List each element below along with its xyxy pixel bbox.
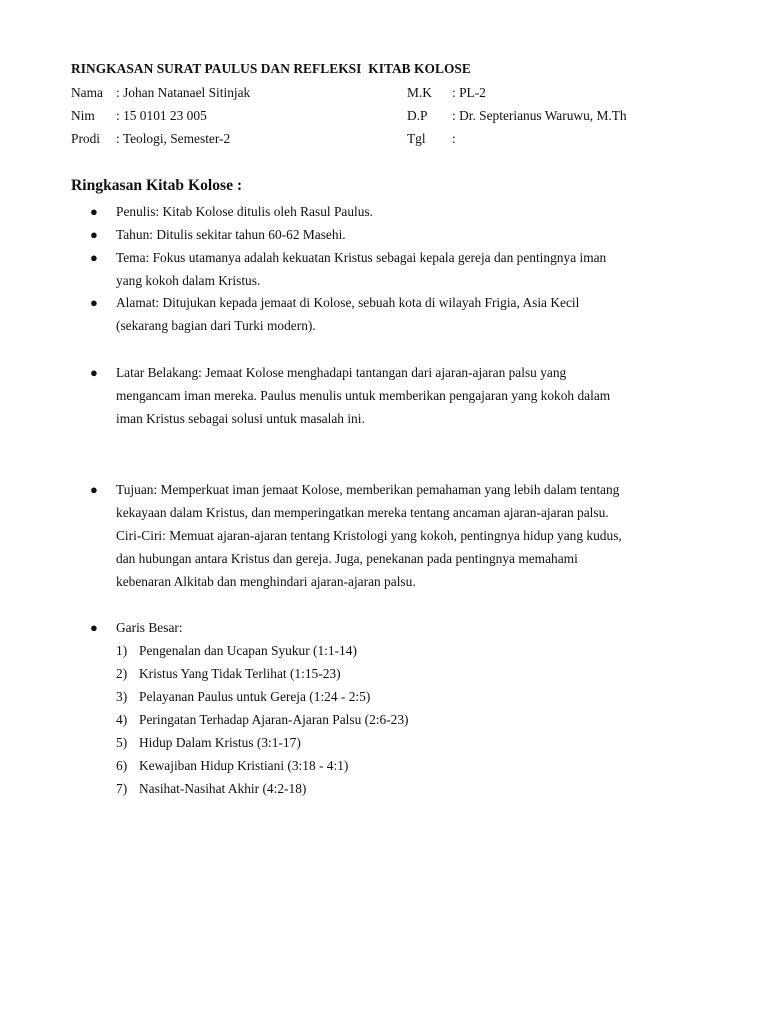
bullet-text: Alamat: Ditujukan kepada jemaat di Kolose, sebuah kota di wilayah Frigia, Asia Kecil bbox=[116, 295, 580, 310]
bullet-text: kekayaan dalam Kristus, dan memperingatkan mereka tentang ancaman ajaran-ajaran palsu. bbox=[116, 505, 609, 520]
dp-value: : Dr. Septerianus Waruwu, M.Th bbox=[452, 108, 627, 123]
bullet-text: iman Kristus sebagai solusi untuk masalah ini. bbox=[116, 411, 365, 426]
bullet-icon: ● bbox=[90, 295, 98, 310]
outline-item: Pengenalan dan Ucapan Syukur (1:1-14) bbox=[139, 643, 357, 658]
dp-label: D.P bbox=[407, 108, 428, 123]
outline-item: Peringatan Terhadap Ajaran-Ajaran Palsu (2:6-23) bbox=[139, 712, 409, 727]
bullet-text: mengancam iman mereka. Paulus menulis untuk memberikan pengajaran yang kokoh dalam bbox=[116, 388, 611, 403]
tgl-label: Tgl bbox=[407, 131, 426, 146]
bullet-text: Ciri-Ciri: Memuat ajaran-ajaran tentang Kristologi yang kokoh, pentingnya hidup yang kudus, bbox=[116, 528, 622, 543]
meta-row-prodi bbox=[71, 131, 711, 149]
outline-item: Hidup Dalam Kristus (3:1-17) bbox=[139, 735, 301, 750]
bullet-icon: ● bbox=[90, 250, 98, 265]
tgl-value: : bbox=[452, 131, 456, 146]
nama-label: Nama bbox=[71, 85, 103, 100]
meta-row-nama bbox=[71, 85, 711, 103]
bullet-text: Penulis: Kitab Kolose ditulis oleh Rasul Paulus. bbox=[116, 204, 374, 219]
outline-number: 5) bbox=[116, 735, 128, 750]
outline-number: 1) bbox=[116, 643, 128, 658]
meta-row-nim bbox=[71, 108, 711, 126]
bullet-text: yang kokoh dalam Kristus. bbox=[116, 273, 261, 288]
outline-number: 2) bbox=[116, 666, 128, 681]
outline-item: Nasihat-Nasihat Akhir (4:2-18) bbox=[139, 781, 307, 796]
bullet-icon: ● bbox=[90, 227, 98, 242]
bullet-text: dan hubungan antara Kristus dan gereja. Juga, penekanan pada pentingnya memahami bbox=[116, 551, 578, 566]
prodi-value: : Teologi, Semester-2 bbox=[116, 131, 231, 146]
nim-value: : 15 0101 23 005 bbox=[116, 108, 207, 123]
bullet-icon: ● bbox=[90, 482, 98, 497]
bullet-text: Garis Besar: bbox=[116, 620, 183, 635]
bullet-text: Tujuan: Memperkuat iman jemaat Kolose, memberikan pemahaman yang lebih dalam tentang bbox=[116, 482, 620, 497]
bullet-icon: ● bbox=[90, 365, 98, 380]
outline-number: 6) bbox=[116, 758, 128, 773]
bullet-text: kebenaran Alkitab dan menghindari ajaran-ajaran palsu. bbox=[116, 574, 416, 589]
section-title: Ringkasan Kitab Kolose : bbox=[71, 177, 243, 194]
outline-item: Kristus Yang Tidak Terlihat (1:15-23) bbox=[139, 666, 341, 681]
document-title: RINGKASAN SURAT PAULUS DAN REFLEKSI KITAB KOLOSE bbox=[71, 61, 471, 76]
prodi-label: Prodi bbox=[71, 131, 101, 146]
bullet-text: Latar Belakang: Jemaat Kolose menghadapi tantangan dari ajaran-ajaran palsu yang bbox=[116, 365, 567, 380]
nim-label: Nim bbox=[71, 108, 95, 123]
outline-number: 3) bbox=[116, 689, 128, 704]
mk-label: M.K bbox=[407, 85, 432, 100]
bullet-text: Tahun: Ditulis sekitar tahun 60-62 Masehi. bbox=[116, 227, 346, 242]
outline-item: Pelayanan Paulus untuk Gereja (1:24 - 2:5) bbox=[139, 689, 371, 704]
bullet-icon: ● bbox=[90, 620, 98, 635]
outline-number: 4) bbox=[116, 712, 128, 727]
nama-value: : Johan Natanael Sitinjak bbox=[116, 85, 251, 100]
mk-value: : PL-2 bbox=[452, 85, 486, 100]
bullet-icon: ● bbox=[90, 204, 98, 219]
outline-item: Kewajiban Hidup Kristiani (3:18 - 4:1) bbox=[139, 758, 349, 773]
bullet-text: (sekarang bagian dari Turki modern). bbox=[116, 318, 316, 333]
outline-number: 7) bbox=[116, 781, 128, 796]
bullet-text: Tema: Fokus utamanya adalah kekuatan Kristus sebagai kepala gereja dan pentingnya iman bbox=[116, 250, 607, 265]
